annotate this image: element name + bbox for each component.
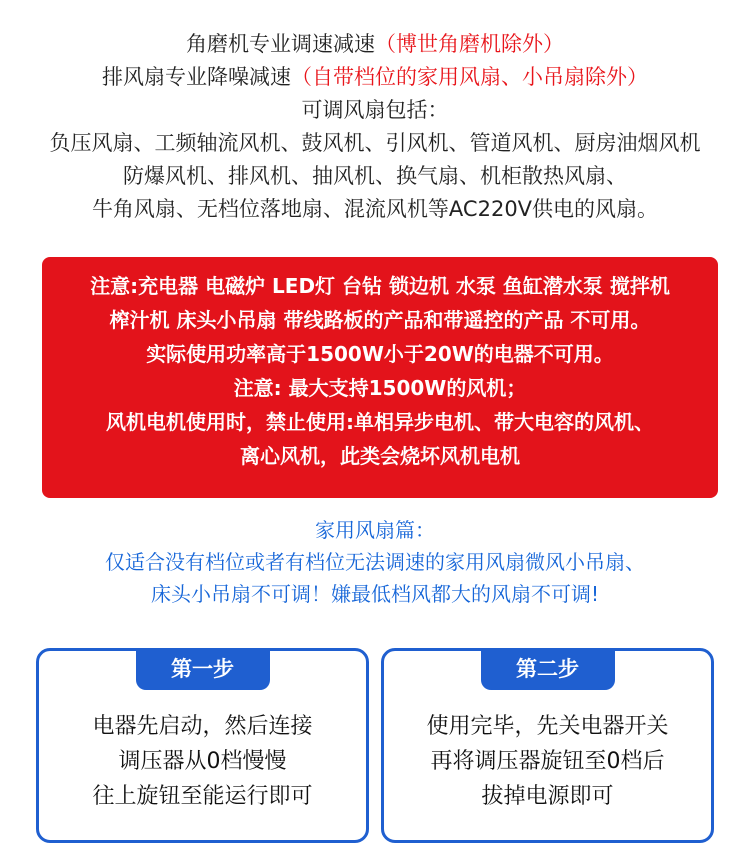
fan-list-line-3: 牛角风扇、无档位落地扇、混流风机等AC220V供电的风扇。 bbox=[91, 197, 659, 221]
step-one-card bbox=[36, 648, 369, 843]
fan-list-line-2: 防爆风机、排风机、抽风机、换气扇、机柜散热风扇、 bbox=[123, 164, 627, 188]
step-line: 往上旋钮至能运行即可 bbox=[92, 784, 313, 809]
exhaust-fan-text: 排风扇专业降噪减速 bbox=[102, 65, 291, 89]
warning-line: 榨汁机 床头小吊扇 带线路板的产品和带遥控的产品 不可用。 bbox=[109, 308, 651, 332]
intro-line-1 bbox=[0, 28, 750, 61]
warning-line: 注意: 最大支持1500W的风机； bbox=[233, 376, 527, 400]
step-line: 拔掉电源即可 bbox=[481, 784, 614, 809]
step-line: 调压器从0档慢慢 bbox=[118, 749, 287, 774]
step-line: 使用完毕，先关电器开关 bbox=[426, 714, 669, 739]
exhaust-fan-exception: （自带档位的家用风扇、小吊扇除外） bbox=[291, 65, 648, 89]
intro-section bbox=[0, 28, 750, 226]
warning-line: 风机电机使用时，禁止使用:单相异步电机、带大电容的风机、 bbox=[106, 410, 654, 434]
home-fan-line-1: 仅适合没有档位或者有档位无法调速的家用风扇微风小吊扇、 bbox=[105, 550, 645, 574]
step-two-tag: 第二步 bbox=[481, 648, 615, 690]
step-line: 再将调压器旋钮至0档后 bbox=[430, 749, 665, 774]
step-two-body bbox=[384, 709, 711, 814]
warning-line: 注意:充电器 电磁炉 LED灯 台钻 锁边机 水泵 鱼缸潜水泵 搅拌机 bbox=[90, 274, 670, 298]
intro-line-2 bbox=[0, 61, 750, 94]
step-line: 电器先启动，然后连接 bbox=[92, 714, 313, 739]
home-fan-title: 家用风扇篇： bbox=[315, 518, 435, 542]
home-fan-line-2: 床头小吊扇不可调！嫌最低档风都大的风扇不可调! bbox=[150, 582, 600, 606]
warning-box bbox=[42, 257, 718, 498]
angle-grinder-text: 角磨机专业调速减速 bbox=[186, 32, 375, 56]
step-one-body bbox=[39, 709, 366, 814]
warning-line: 离心风机，此类会烧坏风机电机 bbox=[240, 444, 520, 468]
step-two-card bbox=[381, 648, 714, 843]
angle-grinder-exception: （博世角磨机除外） bbox=[375, 32, 564, 56]
fan-list-line-1: 负压风扇、工频轴流风机、鼓风机、引风机、管道风机、厨房油烟风机 bbox=[49, 131, 701, 155]
step-one-tag: 第一步 bbox=[136, 648, 270, 690]
adjustable-fans-heading: 可调风扇包括： bbox=[301, 98, 449, 122]
home-fan-section bbox=[0, 514, 750, 610]
warning-line: 实际使用功率高于1500W小于20W的电器不可用。 bbox=[146, 342, 614, 366]
